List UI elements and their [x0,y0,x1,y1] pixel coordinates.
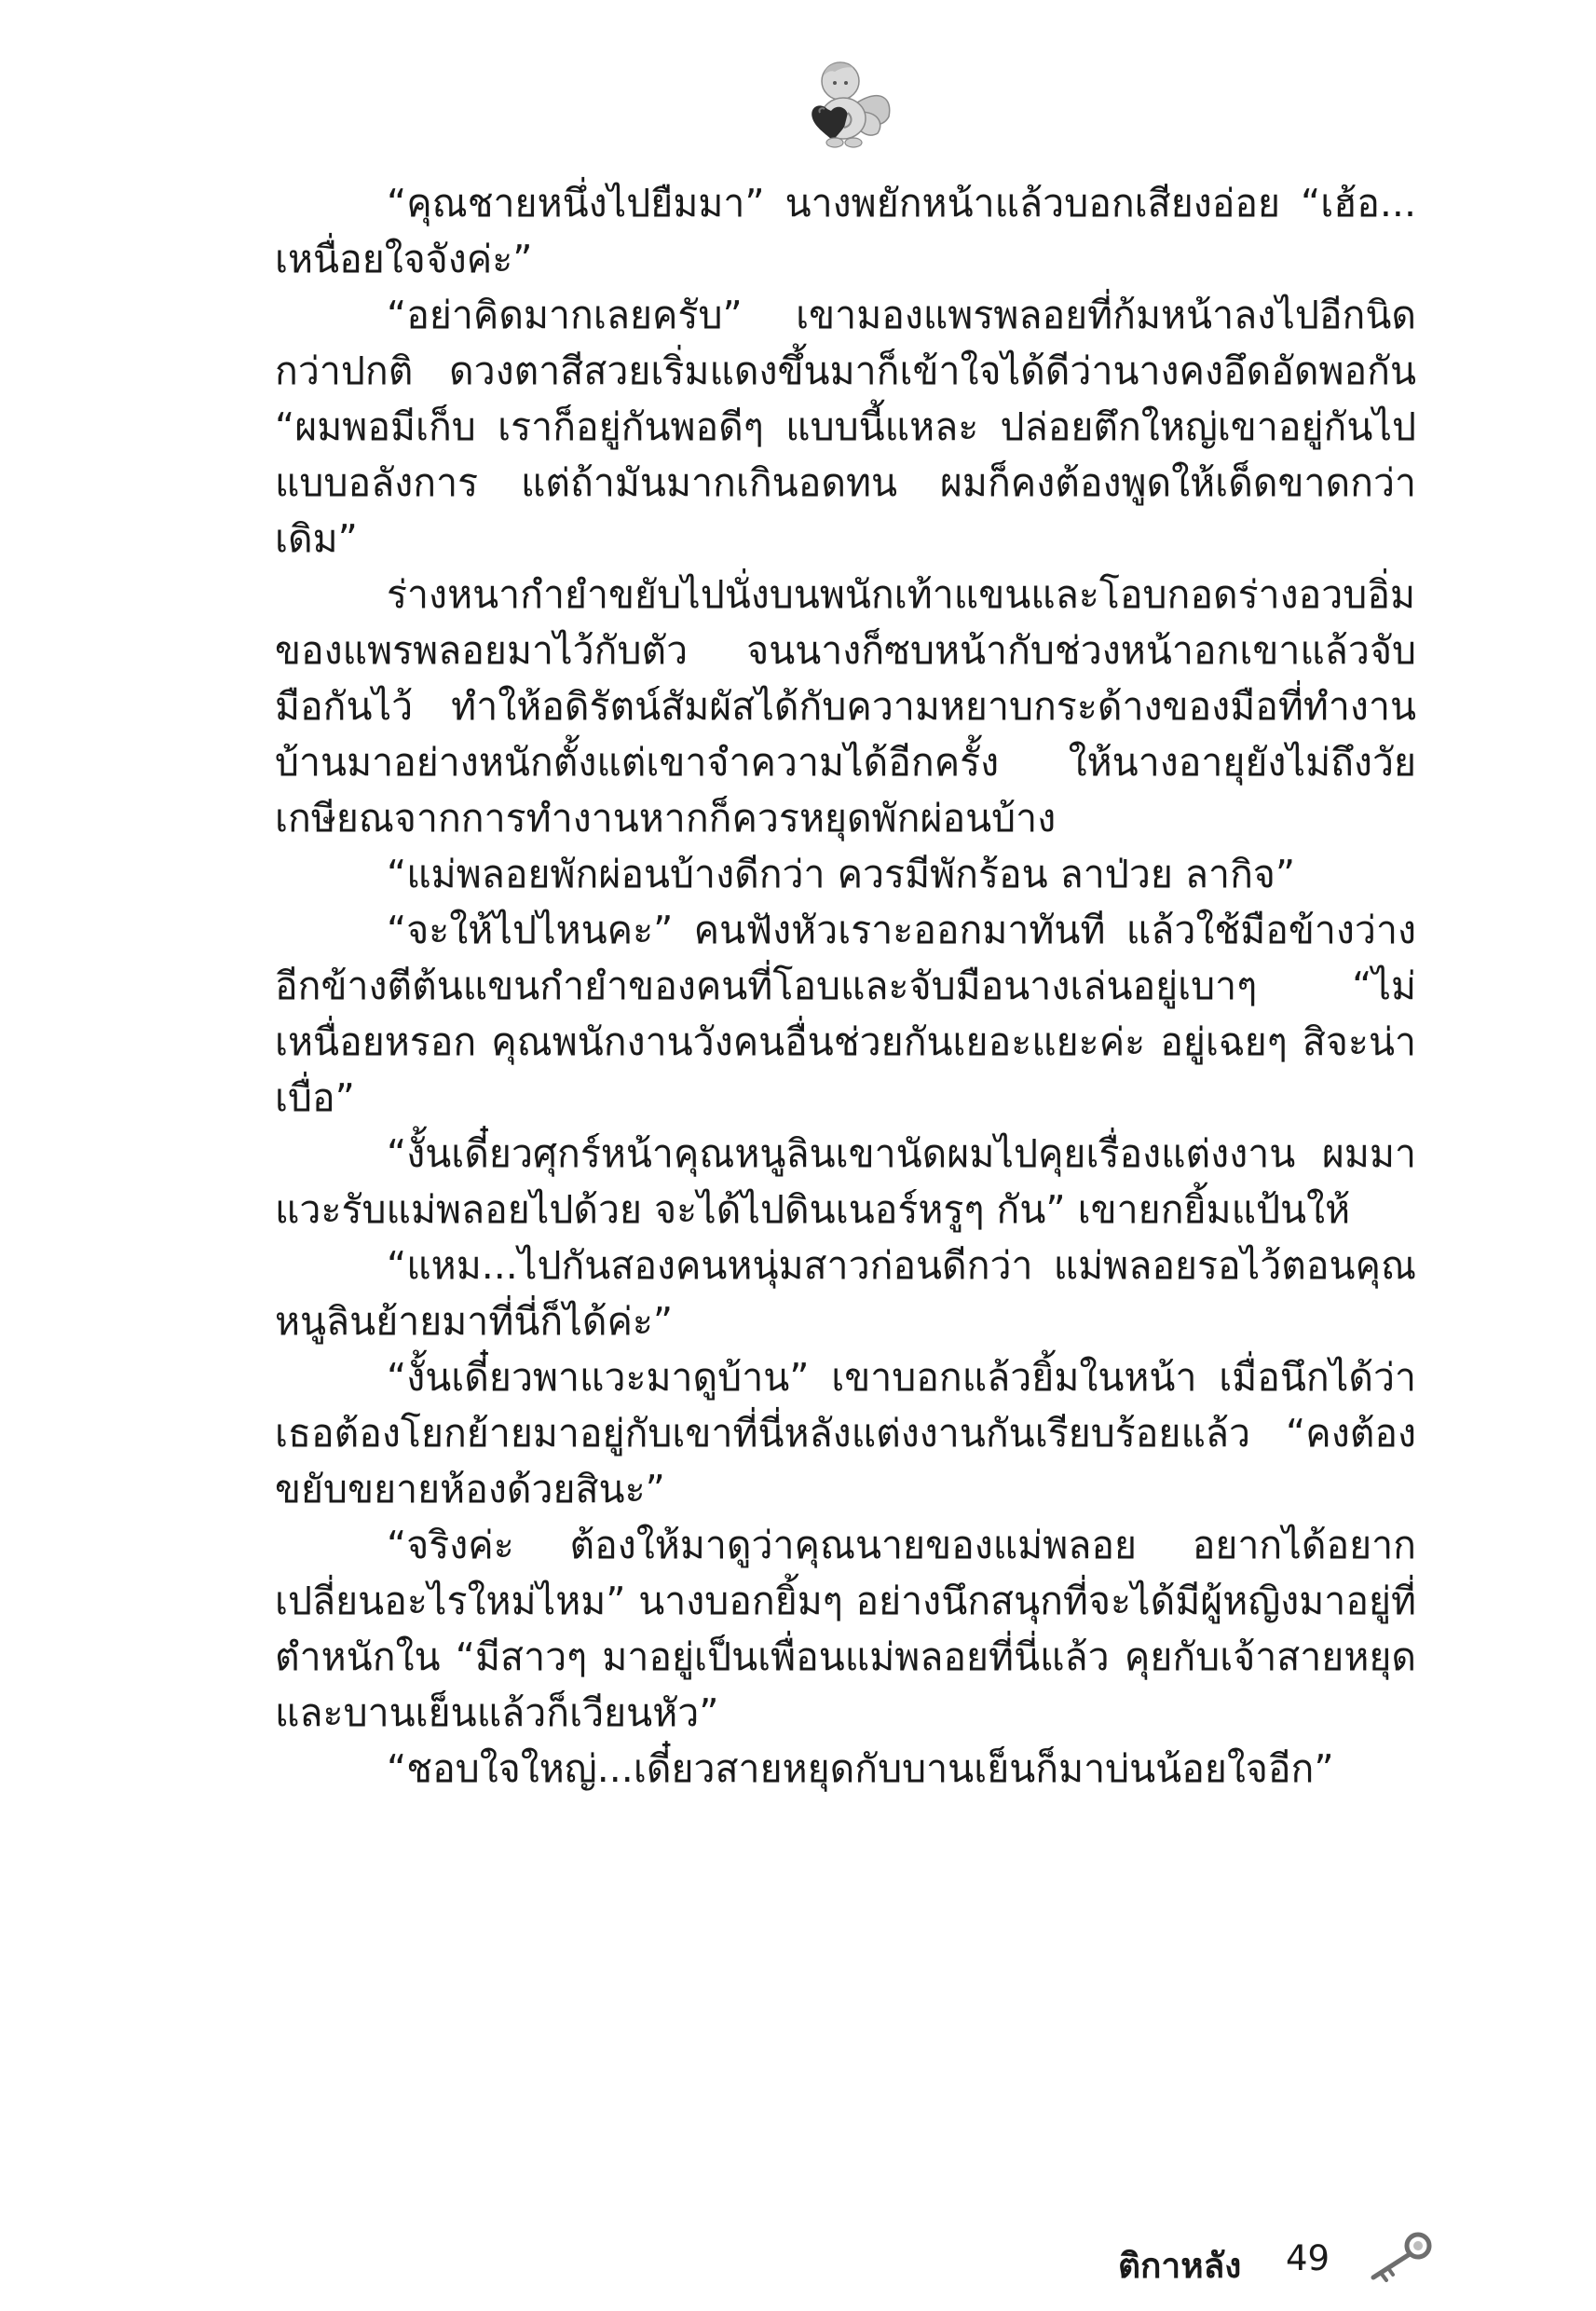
page-number: 49 [1286,2238,1330,2278]
paragraph: “งั้นเดี๋ยวศุกร์หน้าคุณหนูลินเขานัดผมไปคุยเรื่องแต่งงาน ผมมาแวะรับแม่พลอยไปด้วย จะได้ไปดินเนอร์หรูๆ กัน” เขายกยิ้มแป้นให้ [275,1131,1416,1232]
cherub-holding-heart-icon [792,51,894,154]
paragraph: ร่างหนากำยำขยับไปนั่งบนพนักเท้าแขนและโอบกอดร่างอวบอิ่มของแพรพลอยมาไว้กับตัว จนนางก็ซบหน้ากับช่วงหน้าอกเขาแล้วจับมือกันไว้ ทำให้อดิรัตน์สัมผัสได้กับความหยาบกระด้างของมือที่ทำงานบ้านมาอย่างหนักตั้งแต่เขาจำความได้อีกครั้ง ให้นางอายุยังไม่ถึงวัยเกษียณจากการทำงานหากก็ควรหยุดพักผ่อนบ้าง [275,572,1416,841]
paragraph: “คุณชายหนึ่งไปยืมมา” นางพยักหน้าแล้วบอกเสียงอ่อย “เฮ้อ... เหนื่อยใจจังค่ะ” [275,181,1416,281]
paragraph: “แม่พลอยพักผ่อนบ้างดีกว่า ควรมีพักร้อน ลาป่วย ลากิจ” [387,852,1296,896]
body-text [275,175,1416,1797]
paragraph: “ชอบใจใหญ่...เดี๋ยวสายหยุดกับบานเย็นก็มาบ่นน้อยใจอีก” [387,1746,1334,1791]
key-icon [1362,2229,1437,2285]
page-footer [1071,2236,1444,2311]
paragraph: “จริงค่ะ ต้องให้มาดูว่าคุณนายของแม่พลอย อยากได้อยากเปลี่ยนอะไรใหม่ไหม” นางบอกยิ้มๆ อย่างนึกสนุกที่จะได้มีผู้หญิงมาอยู่ที่ตำหนักใน “มีสาวๆ มาอยู่เป็นเพื่อนแม่พลอยที่นี่แล้ว คุยกับเจ้าสายหยุดและบานเย็นแล้วก็เวียนหัว” [275,1523,1416,1735]
paragraph: “อย่าคิดมากเลยครับ” เขามองแพรพลอยที่ก้มหน้าลงไปอีกนิดกว่าปกติ ดวงตาสีสวยเริ่มแดงขึ้นมาก็เข้าใจได้ดีว่านางคงอึดอัดพอกัน “ผมพอมีเก็บ เราก็อยู่กันพอดีๆ แบบนี้แหละ ปล่อยตึกใหญ่เขาอยู่กันไปแบบอลังการ แต่ถ้ามันมากเกินอดทน ผมก็คงต้องพูดให้เด็ดขาดกว่าเดิม” [275,293,1416,561]
paragraph: “แหม...ไปกันสองคนหนุ่มสาวก่อนดีกว่า แม่พลอยรอไว้ตอนคุณหนูลินย้ายมาที่นี่ก็ได้ค่ะ” [275,1243,1416,1344]
paragraph: “จะให้ไปไหนคะ” คนฟังหัวเราะออกมาทันที แล้วใช้มือข้างว่างอีกข้างตีต้นแขนกำยำของคนที่โอบและจับมือนางเล่นอยู่เบาๆ “ไม่เหนื่อยหรอก คุณพนักงานวังคนอื่นช่วยกันเยอะแยะค่ะ อยู่เฉยๆ สิจะน่าเบื่อ” [275,908,1416,1120]
book-title: ติกาหลัง [1118,2246,1242,2286]
paragraph: “งั้นเดี๋ยวพาแวะมาดูบ้าน” เขาบอกแล้วยิ้มในหน้า เมื่อนึกได้ว่าเธอต้องโยกย้ายมาอยู่กับเขาที่นี่หลังแต่งงานกันเรียบร้อยแล้ว “คงต้องขยับขยายห้องด้วยสินะ” [275,1355,1416,1511]
